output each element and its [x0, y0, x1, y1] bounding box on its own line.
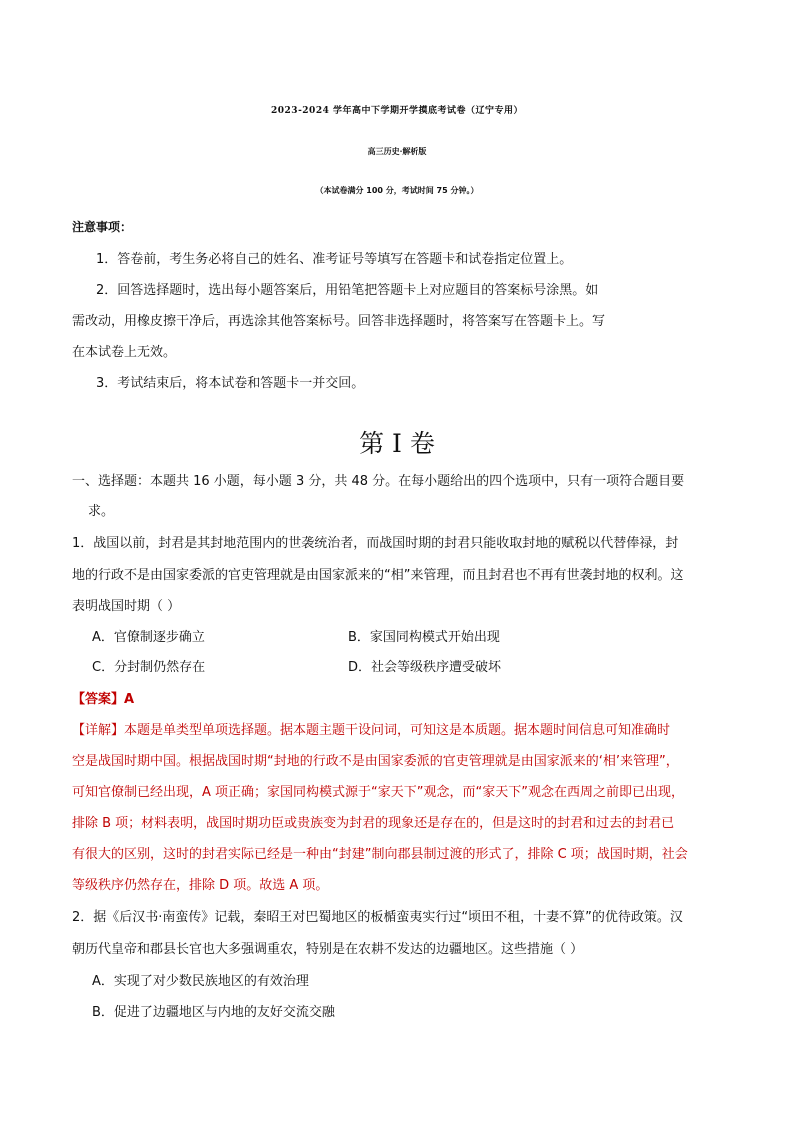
q1-answer: 【答案】A [72, 692, 135, 707]
q1-stem-line-2: 地的行政不是由国家委派的官吏管理就是由国家派来的“相”来管理，而且封君也不再有世袭封地的权利。这 [72, 568, 684, 583]
q1-detail-line-2: 空是战国时期中国。根据战国时期“封地的行政不是由国家委派的官吏管理就是由国家派来的‘相’来管理”， [72, 754, 679, 769]
q1-detail-line-5: 有很大的区别，这时的封君实际已经是一种由“封建”制向郡县制过渡的形式了，排除 C 项；战国时期，社会 [72, 847, 688, 862]
q1-option-c: C．分封制仍然存在 [92, 660, 206, 675]
q1-option-d: D．社会等级秩序遭受破坏 [348, 660, 502, 675]
q2-option-a: A．实现了对少数民族地区的有效治理 [92, 974, 309, 989]
q1-option-b: B．家国同构模式开始出现 [348, 630, 500, 645]
notice-heading: 注意事项： [72, 220, 133, 234]
exam-meta: （本试卷满分 100 分，考试时间 75 分钟。） [315, 186, 479, 195]
page-subtitle: 高三历史·解析版 [367, 146, 427, 156]
notice-item-3: 3．考试结束后，将本试卷和答题卡一并交回。 [96, 376, 365, 391]
notice-item-1: 1．答卷前，考生务必将自己的姓名、准考证号等填写在答题卡和试卷指定位置上。 [96, 252, 573, 267]
volume-heading: 第 I 卷 [359, 429, 435, 458]
q1-detail-line-3: 可知官僚制已经出现，A 项正确；家国同构模式源于“家天下”观念，而“家天下”观念在西周之前即已出现， [72, 785, 684, 800]
q2-stem-line-2: 朝历代皇帝和郡县长官也大多强调重农，特别是在农耕不发达的边疆地区。这些措施（ ） [72, 942, 584, 957]
q1-detail-line-4: 排除 B 项；材料表明，战国时期功臣或贵族变为封君的现象还是存在的，但是这时的封君和过去的封君已 [72, 816, 675, 831]
section-instruction-line-1: 一、选择题：本题共 16 小题，每小题 3 分，共 48 分。在每小题给出的四个选项中，只有一项符合题目要 [72, 474, 685, 489]
q1-detail-line-6: 等级秩序仍然存在，排除 D 项。故选 A 项。 [72, 878, 329, 893]
notice-item-2-line-1: 2．回答选择题时，选出每小题答案后，用铅笔把答题卡上对应题目的答案标号涂黑。如 [96, 283, 599, 298]
notice-item-2-line-2: 需改动，用橡皮擦干净后，再选涂其他答案标号。回答非选择题时，将答案写在答题卡上。写 [72, 314, 606, 329]
page-title: 2023-2024 学年高中下学期开学摸底考试卷（辽宁专用） [271, 106, 523, 116]
q1-option-a: A．官僚制逐步确立 [92, 630, 205, 645]
q1-stem-line-3: 表明战国时期（ ） [72, 599, 181, 614]
q2-option-b: B．促进了边疆地区与内地的友好交流交融 [92, 1005, 335, 1020]
q1-stem-line-1: 1．战国以前，封君是其封地范围内的世袭统治者，而战国时期的封君只能收取封地的赋税以代替俸禄，封 [72, 536, 679, 551]
q1-detail-line-1: 【详解】本题是单类型单项选择题。据本题主题干设问词，可知这是本质题。据本题时间信息可知准确时 [72, 723, 671, 738]
section-instruction-line-2: 求。 [88, 504, 115, 519]
q2-stem-line-1: 2．据《后汉书·南蛮传》记载，秦昭王对巴蜀地区的板楯蛮夷实行过“顷田不租，十妻不算”的优待政策。汉 [72, 910, 683, 925]
notice-item-2-line-3: 在本试卷上无效。 [72, 345, 177, 360]
